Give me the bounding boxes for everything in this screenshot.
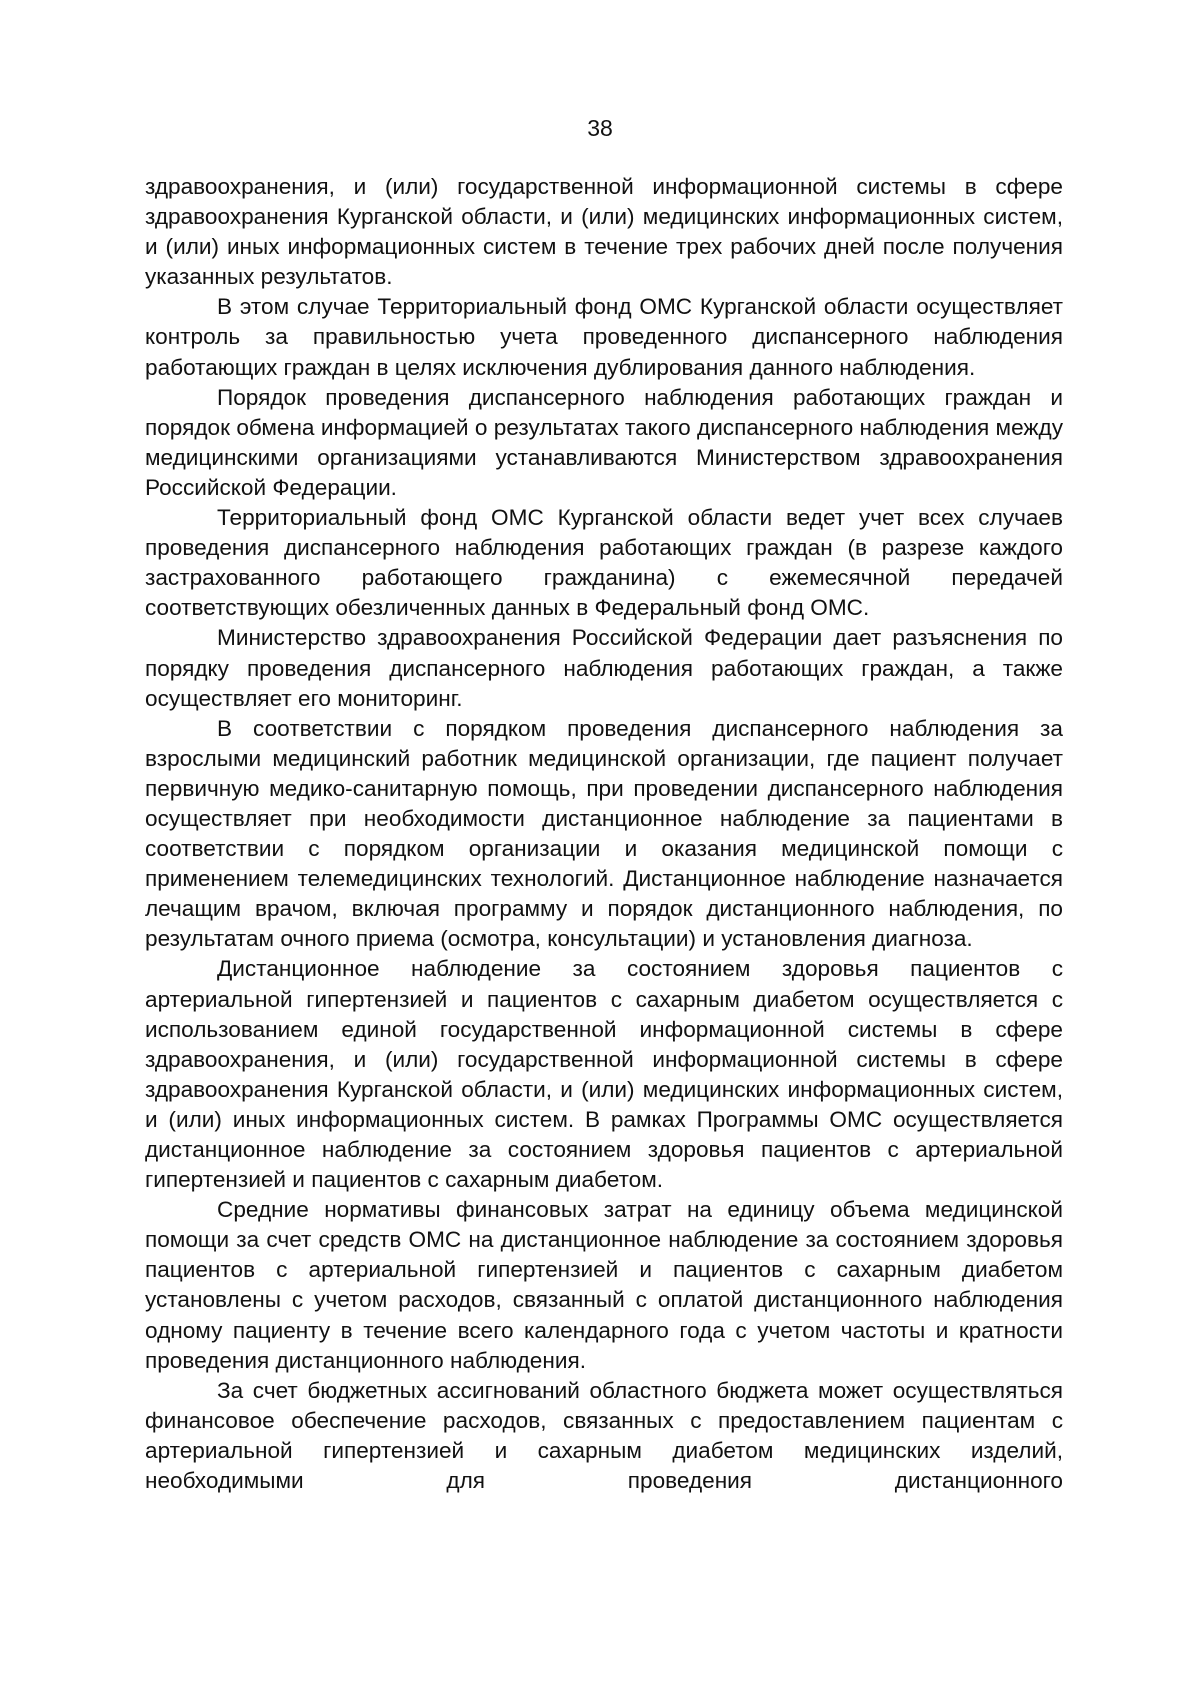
paragraph: Порядок проведения диспансерного наблюдения работающих граждан и порядок обмена информацией о результатах такого диспансерного наблюдения между медицинскими организациями устанавливаются Министерством здравоохранения Российской Федерации. (145, 384, 1063, 500)
paragraph: Средние нормативы финансовых затрат на единицу объема медицинской помощи за счет средств ОМС на дистанционное наблюдение за состоянием здоровья пациентов с артериальной гипертензией и пациентов с сахарным диабетом установлены с учетом расходов, связанный с оплатой дистанционного наблюдения одному пациенту в течение всего календарного года с учетом частоты и кратности проведения дистанционного наблюдения. (145, 1197, 1063, 1373)
paragraph: Министерство здравоохранения Российской Федерации дает разъяснения по порядку проведения диспансерного наблюдения работающих граждан, а также осуществляет его мониторинг. (145, 625, 1063, 711)
paragraph: здравоохранения, и (или) государственной информационной системы в сфере здравоохранения Курганской области, и (или) медицинских информационных систем, и (или) иных информационных систем в течение трех рабочих дней после получения указанных результатов. (145, 174, 1063, 290)
paragraph: Территориальный фонд ОМС Курганской области ведет учет всех случаев проведения диспансерного наблюдения работающих граждан (в разрезе каждого застрахованного работающего гражданина) с ежемесячной передачей соответствующих обезличенных данных в Федеральный фонд ОМС. (145, 505, 1063, 621)
paragraph: За счет бюджетных ассигнований областного бюджета может осуществляться финансовое обеспечение расходов, связанных с предоставлением пациентам с артериальной гипертензией и сахарным диабетом медицинских изделий, необходимыми для проведения дистанционного (145, 1377, 1063, 1494)
paragraph: В этом случае Территориальный фонд ОМС Курганской области осуществляет контроль за правильностью учета проведенного диспансерного наблюдения работающих граждан в целях исключения дублирования данного наблюдения. (145, 294, 1063, 380)
paragraph: Дистанционное наблюдение за состоянием здоровья пациентов с артериальной гипертензией и пациентов с сахарным диабетом осуществляется с использованием единой государственной информационной системы в сфере здравоохранения, и (или) государственной информационной системы в сфере здравоохранения Курганской области, и (или) медицинских информационных систем, и (или) иных информационных систем. В рамках Программы ОМС осуществляется дистанционное наблюдение за состоянием здоровья пациентов с артериальной гипертензией и пациентов с сахарным диабетом. (145, 956, 1063, 1193)
document-body (145, 172, 1063, 1496)
paragraph: В соответствии с порядком проведения диспансерного наблюдения за взрослыми медицинский работник медицинской организации, где пациент получает первичную медико-санитарную помощь, при проведении диспансерного наблюдения осуществляет при необходимости дистанционное наблюдение за пациентами в соответствии с порядком организации и оказания медицинской помощи с применением телемедицинских технологий. Дистанционное наблюдение назначается лечащим врачом, включая программу и порядок дистанционного наблюдения, по результатам очного приема (осмотра, консультации) и установления диагноза. (145, 715, 1063, 952)
page-number: 38 (587, 115, 613, 141)
